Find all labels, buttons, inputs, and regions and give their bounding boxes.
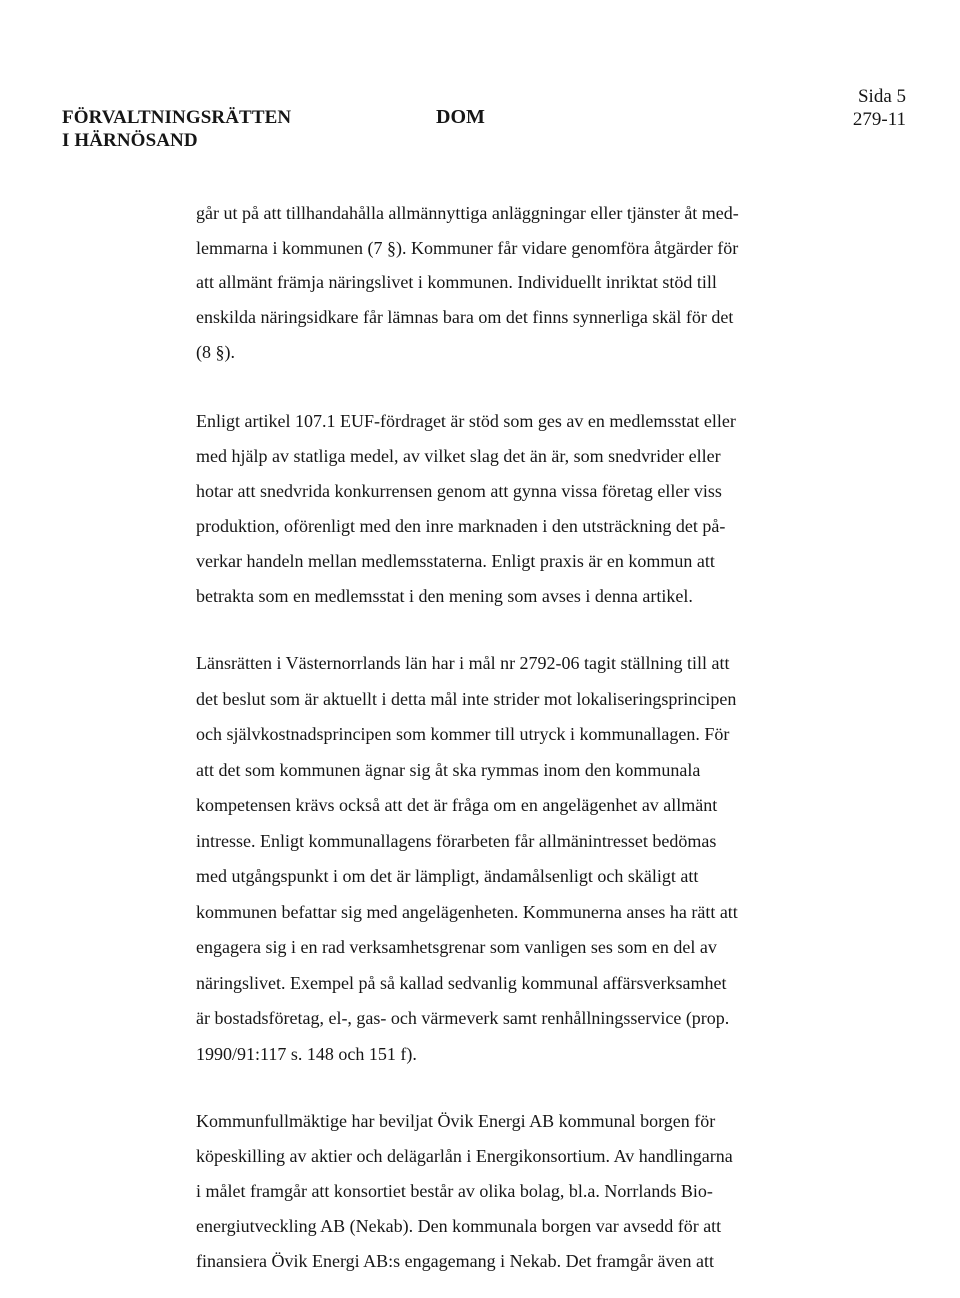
body-line: engagera sig i en rad verksamhetsgrenar som vanligen ses som en del av (196, 937, 717, 957)
case-number: 279-11 (852, 109, 906, 130)
body-line: 1990/91:117 s. 148 och 151 f). (196, 1044, 417, 1064)
body-line: det beslut som är aktuellt i detta mål inte strider mot lokaliseringsprincipen (196, 689, 737, 709)
court-name (62, 106, 291, 152)
body-line: går ut på att tillhandahålla allmännyttiga anläggningar eller tjänster åt med- (196, 203, 739, 223)
body-line: energiutveckling AB (Nekab). Den kommunala borgen var avsedd för att (196, 1216, 722, 1236)
body-line: att det som kommunen ägnar sig åt ska rymmas inom den kommunala (196, 760, 701, 780)
page-meta (853, 85, 906, 131)
body-line: produktion, oförenligt med den inre marknaden i den utsträckning det på- (196, 516, 726, 536)
court-name-line-2: I HÄRNÖSAND (62, 130, 198, 151)
body-line: näringslivet. Exempel på så kallad sedvanlig kommunal affärsverksamhet (196, 973, 727, 993)
body-line: (8 §). (196, 342, 235, 362)
page-number: Sida 5 (857, 86, 906, 107)
body-line: med utgångspunkt i om det är lämpligt, ändamålsenligt och skäligt att (196, 866, 699, 886)
body-line: köpeskilling av aktier och delägarlån i Energikonsortium. Av handlingarna (196, 1146, 733, 1166)
court-name-line-1: FÖRVALTNINGSRÄTTEN (62, 107, 292, 128)
body-line: kompetensen krävs också att det är fråga om en angelägenhet av allmänt (196, 795, 718, 815)
body-line: intresse. Enligt kommunallagens förarbeten får allmänintresset bedömas (196, 831, 717, 851)
body-line: Enligt artikel 107.1 EUF-fördraget är stöd som ges av en medlemsstat eller (196, 411, 736, 431)
body-line: kommunen befattar sig med angelägenheten. Kommunerna anses ha rätt att (196, 902, 738, 922)
body-line: enskilda näringsidkare får lämnas bara om det finns synnerliga skäl för det (196, 307, 734, 327)
body-line: Kommunfullmäktige har beviljat Övik Energi AB kommunal borgen för (196, 1111, 716, 1131)
body-line: och självkostnadsprincipen som kommer till utryck i kommunallagen. För (196, 724, 730, 744)
body-line: att allmänt främja näringslivet i kommunen. Individuellt inriktat stöd till (196, 272, 717, 292)
body-line: verkar handeln mellan medlemsstaterna. Enligt praxis är en kommun att (196, 551, 715, 571)
body-line: är bostadsföretag, el-, gas- och värmeverk samt renhållningsservice (prop. (196, 1008, 730, 1028)
body-line: Länsrätten i Västernorrlands län har i mål nr 2792-06 tagit ställning till att (196, 653, 730, 673)
body-line: i målet framgår att konsortiet består av olika bolag, bl.a. Norrlands Bio- (196, 1181, 713, 1201)
document-type: DOM (436, 106, 485, 128)
body-line: lemmarna i kommunen (7 §). Kommuner får vidare genomföra åtgärder för (196, 238, 739, 258)
body-line: betrakta som en medlemsstat i den mening som avses i denna artikel. (196, 586, 693, 606)
body-line: med hjälp av statliga medel, av vilket slag det än är, som snedvrider eller (196, 446, 721, 466)
body-line: hotar att snedvrida konkurrensen genom att gynna vissa företag eller viss (196, 481, 722, 501)
body-line: finansiera Övik Energi AB:s engagemang i Nekab. Det framgår även att (196, 1251, 714, 1271)
